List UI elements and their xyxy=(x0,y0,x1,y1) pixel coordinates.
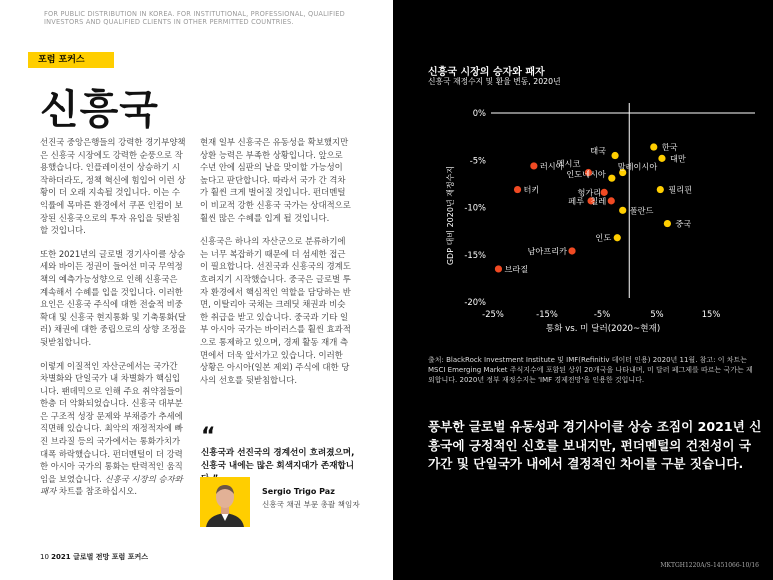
scatter-chart xyxy=(393,96,773,346)
author-portrait xyxy=(200,477,250,527)
data-point xyxy=(608,197,615,204)
headline-text: 풍부한 글로벌 유동성과 경기사이클 상승 조짐이 2021년 신흥국에 긍정적인 신호를 보내지만, 펀더멘털의 건전성이 국가간 및 단일국가 내에서 결정적인 차이를 구분 짓습니다. xyxy=(428,419,762,471)
x-tick-label: 5% xyxy=(650,309,664,319)
data-point-label: 한국 xyxy=(661,142,678,153)
paragraph: 선진국 중앙은행들의 강력한 경기부양책은 신흥국 시장에도 강력한 순풍으로 작용했습니다. 인플레이션이 상승하기 시작하더라도, 정책 혁신에 힘입어 이런 상황이 더 오래 지속될 것입니다. 이는 수익률에 목마른 환경에서 쿠폰 인컴이 보장된 신흥국으로의 투자 유입을 뒷받침할 것입니다. xyxy=(40,137,186,236)
data-point xyxy=(657,186,664,193)
data-point-label: 헝가리 xyxy=(577,187,602,198)
document-code: MKTGH1220A/S-1451066-10/16 xyxy=(660,562,759,569)
y-tick-label: -5% xyxy=(469,155,486,166)
data-point-label: 태국 xyxy=(590,145,607,156)
page-title: 신흥국 xyxy=(40,87,159,133)
body-column-1 xyxy=(40,136,188,509)
chart-subtitle: 신흥국 재정수지 및 환율 변동, 2020년 xyxy=(428,77,561,86)
data-point-label: 칠레 xyxy=(590,195,607,206)
data-point-label: 남아프리카 xyxy=(527,245,568,256)
data-point-label: 대만 xyxy=(669,153,686,164)
author-name: Sergio Trigo Paz xyxy=(262,487,335,496)
right-page xyxy=(393,0,773,580)
x-tick-label: -5% xyxy=(593,309,611,319)
data-point-label: 러시아 xyxy=(539,160,564,171)
y-tick-label: -20% xyxy=(464,297,486,307)
x-tick-label: -25% xyxy=(482,309,504,319)
data-point-label: 인도네시아 xyxy=(566,169,606,180)
y-axis-label: GDP 대비 2020년 재정수지 xyxy=(446,165,455,266)
data-point xyxy=(658,155,665,162)
x-tick-label: 15% xyxy=(701,309,721,319)
quote-mark: “ xyxy=(201,424,216,449)
data-point xyxy=(650,143,657,150)
data-point xyxy=(514,186,521,193)
author-photo-icon xyxy=(200,477,250,527)
data-point xyxy=(608,175,615,182)
source-note: 출처: BlackRock Investment Institute 및 IMF(Refinitiv 데이터 인용) 2020년 11월. 참고: 이 차트는 MSCI Emerging Market 주식지수에 포함된 상위 20개국을 나타내며, 미 달러 페그제를 따르는 국가는 제외합니다. 2020년 정부 재정수지는 'IMF 경제전망'을 인용한 것입니다. xyxy=(428,356,753,384)
chart-reference: 신흥국 시장의 승자와 패자 xyxy=(40,473,183,497)
data-point xyxy=(568,247,575,254)
data-point xyxy=(619,207,626,214)
y-tick-label: -15% xyxy=(464,249,486,260)
data-point xyxy=(614,234,621,241)
data-point-label: 인도 xyxy=(595,232,612,243)
chart-title: 신흥국 시장의 승자와 패자 xyxy=(428,67,545,78)
page-footer xyxy=(40,552,148,562)
paragraph: 또한 2021년의 글로벌 경기사이클 상승세와 바이든 정권이 들어선 미국 무역정책의 예측가능성향으로 인해 신흥국은 계속해서 수혜를 입을 것입니다. 이러한 요인은 신흥국 주식에 대한 전술적 비중확대 및 신흥국 현지통화 및 기축통화(달러) 채권에 대한 중립으로의 상향 조정을 뒷받침합니다. xyxy=(40,248,187,347)
page-number: 10 xyxy=(40,553,49,561)
data-point xyxy=(495,265,502,272)
data-point xyxy=(664,220,671,227)
paragraph: 신흥국은 하나의 자산군으로 분류하기에는 너무 복잡하기 때문에 더 섬세한 접근이 필요합니다. 선진국과 신흥국의 경계도 흐려지기 시작했습니다. 중국은 글로벌 투자 환경에서 핵심적인 역할을 담당하는 반면, 이탈리아 국채는 크레딧 채권과 비슷한 취급을 받고 있습니다. 중국과 기타 일부 아시아 국가는 바이러스를 훨씬 효과적으로 통제하고 있으며, 경제 활동 재개 측면에서 더욱 앞서가고 있습니다. 이러한 상황은 아시아(일본 제외) 주식에 대한 당사의 선호를 뒷받침합니다. xyxy=(200,236,351,385)
body-column-2 xyxy=(200,136,352,397)
paragraph-text: 차트를 참조하십시오. xyxy=(56,486,137,497)
data-point-label: 멕시코 xyxy=(556,158,581,169)
y-tick-label: -10% xyxy=(464,202,486,213)
y-tick-label: 0% xyxy=(472,108,486,118)
data-point-label: 폴란드 xyxy=(629,205,654,216)
section-tag: 포럼 포커스 xyxy=(28,52,114,68)
data-point-label: 터키 xyxy=(523,184,540,195)
paragraph-text: 이렇게 이질적인 자산군에서는 국가간 차별화와 단일국가 내 차별화가 핵심입니다. 팬데믹으로 인해 주요 취약점들이 한층 더 악화되었습니다. 신흥국 대부분은 구조적 성장 문제와 부채증가 추세에 직면해 있습니다. 최악의 재정적자에 빠진 브라질 등의 국가에서는 통화가치가 대폭 하락했습니다. 펀더멘털이 더 강력한 아시아 국가의 통화는 탄력적인 움직임을 보였습니다. xyxy=(40,360,183,484)
data-point-label: 중국 xyxy=(675,218,692,229)
data-point-label: 브라질 xyxy=(504,263,529,274)
data-point-label: 페루 xyxy=(568,195,585,206)
data-point xyxy=(611,152,618,159)
paragraph: 현재 일부 신흥국은 유동성을 확보했지만 상환 능력은 부족한 상황입니다. 앞으로 수년 안에 심판의 날을 맞이할 가능성이 높다고 판단합니다. 따라서 국가 간 격차가 훨씬 크게 벌어질 것입니다. 펀더멘털이 비교적 강한 신흥국 국가는 상대적으로 훨씬 많은 수혜를 입게 될 것입니다. xyxy=(200,137,351,223)
disclaimer-text: FOR PUBLIC DISTRIBUTION IN KOREA. FOR INSTITUTIONAL, PROFESSIONAL, QUALIFIED INVESTORS AND QUALIFIED CLIENTS IN OTHER PERMITTED COUNTRIES. xyxy=(44,10,345,26)
pull-quote: 신흥국과 선진국의 경계선이 흐려졌으며, 신흥국 내에는 많은 회색지대가 존재합니 xyxy=(201,448,355,471)
data-point-label: 필리핀 xyxy=(668,184,693,195)
publication-name: 2021 글로벌 전망 포럼 포커스 xyxy=(51,553,149,561)
x-tick-label: -15% xyxy=(536,309,558,319)
data-point xyxy=(530,162,537,169)
data-point-label: 말레이시아 xyxy=(617,161,658,172)
author-role: 신흥국 채권 부문 총괄 책임자 xyxy=(262,500,360,509)
paragraph xyxy=(40,360,188,499)
x-axis-label: 통화 vs. 미 달러(2020~현재) xyxy=(545,324,661,334)
